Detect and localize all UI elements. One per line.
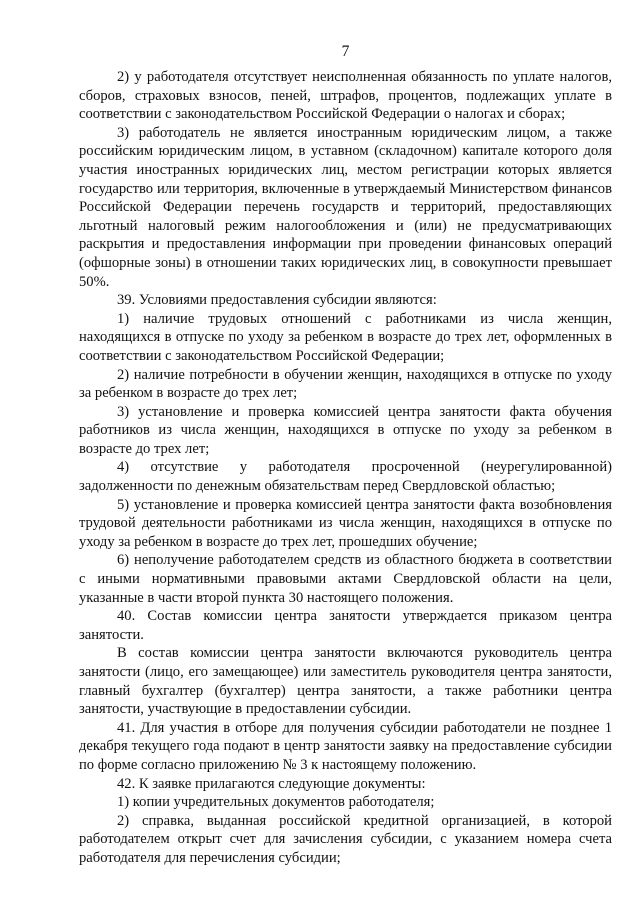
paragraph-42-2-bank-certificate: 2) справка, выданная российской кредитной организацией, в которой работодателем открыт счет для зачисления субсидии, с указанием номера счета работодателя для перечисления субсидии;	[79, 812, 612, 866]
paragraph-40-commission: 40. Состав комиссии центра занятости утверждается приказом центра занятости.	[79, 608, 612, 643]
paragraph-42-1-charter-copies: 1) копии учредительных документов работодателя;	[117, 794, 435, 811]
paragraph-39-5-work-resumption: 5) установление и проверка комиссией центра занятости факта возобновления трудовой деятельности работниками из числа женщин, находящихся в отпуске по уходу за ребенком в возрасте до трех лет, прошедших обучение;	[79, 496, 612, 550]
paragraph-39-2-training-need: 2) наличие потребности в обучении женщин, находящихся в отпуске по уходу за ребенком в возрасте до трех лет;	[79, 366, 612, 402]
paragraph-2-tax-obligations: 2) у работодателя отсутствует неисполненная обязанность по уплате налогов, сборов, страховых взносов, пеней, штрафов, процентов, подлежащих уплате в соответствии с законодательством Российской Федерации о налогах и сборах;	[79, 69, 612, 123]
page-number: 7	[341, 43, 350, 60]
paragraph-39-3-training-verification: 3) установление и проверка комиссией центра занятости факта обучения работников из числа женщин, находящихся в отпуске по уходу за ребенком в возрасте до трех лет;	[79, 403, 612, 457]
paragraph-3-foreign-entity: 3) работодатель не является иностранным юридическим лицом, а также российским юридическим лицом, в уставном (складочном) капитале которого доля участия иностранных юридических лиц, местом регистрации которых является государство или территория, включенные в утверждаемый Министерством финансов Российской Федерации перечень государств и территорий, предоставляющих льготный налоговый режим налогообложения и (или) не предусматривающих раскрытия и предоставления информации при проведении финансовых операций (офшорные зоны) в отношении таких юридических лиц, в совокупности превышает 50%.	[79, 124, 612, 290]
paragraph-40-commission-members: В состав комиссии центра занятости включаются руководитель центра занятости (лицо, его замещающее) или заместитель руководителя центра занятости, главный бухгалтер (бухгалтер) центра занятости, а также работники центра занятости, участвующие в предоставлении субсидии.	[79, 645, 612, 718]
paragraph-39-conditions-heading: 39. Условиями предоставления субсидии являются:	[117, 292, 437, 309]
document-page	[79, 40, 612, 868]
paragraph-39-4-no-debt: 4) отсутствие у работодателя просроченной (неурегулированной) задолженности по денежным обязательствам перед Свердловской областью;	[79, 459, 612, 495]
paragraph-39-6-no-other-funds: 6) неполучение работодателем средств из областного бюджета в соответствии с иными нормативными правовыми актами Свердловской области на цели, указанные в части второй пункта 30 настоящего положения.	[79, 552, 612, 606]
paragraph-42-documents-heading: 42. К заявке прилагаются следующие документы:	[117, 775, 426, 792]
paragraph-41-application: 41. Для участия в отборе для получения субсидии работодатели не позднее 1 декабря текущего года подают в центр занятости заявку на предоставление субсидии по форме согласно приложению № 3 к настоящему положению.	[79, 719, 612, 773]
paragraph-39-1-labor-relations: 1) наличие трудовых отношений с работниками из числа женщин, находящихся в отпуске по уходу за ребенком в возрасте до трех лет, оформленных в соответствии с законодательством Российской Федерации;	[79, 310, 612, 364]
